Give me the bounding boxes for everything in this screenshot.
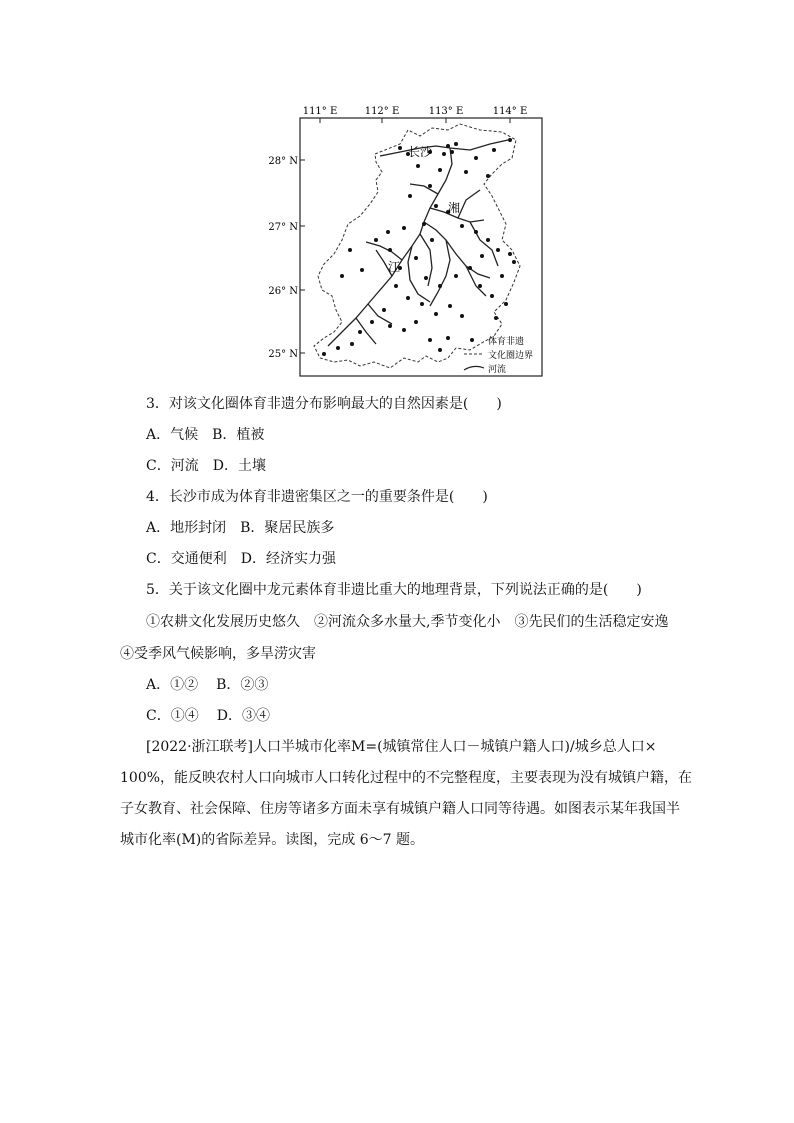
question-3-options-row1 bbox=[146, 425, 264, 445]
question-4-stem: 4．长沙市成为体育非遗密集区之一的重要条件是( ) bbox=[146, 489, 488, 505]
statement-1: ①农耕文化发展历史悠久 bbox=[146, 614, 300, 630]
intro-line-1: [2022·浙江联考]人口半城市化率M=(城镇常住人口－城镇户籍人口)/城乡总人口× bbox=[146, 739, 657, 755]
question-5-statements-row1 bbox=[146, 612, 668, 632]
label-changsha: 长沙 bbox=[407, 145, 432, 159]
question-4-options-row2 bbox=[146, 549, 336, 569]
lat-label: 28° N bbox=[268, 156, 298, 167]
intro-line-2: 100%，能反映农村人口向城市人口转化过程中的不完整程度，主要表现为没有城镇户籍，在 bbox=[120, 770, 693, 786]
legend-dot: 体育非遗 bbox=[488, 337, 525, 347]
option-a[interactable]: A．①② bbox=[146, 677, 199, 693]
lon-label: 111° E bbox=[302, 106, 338, 117]
question-5-stem: 5．关于该文化圈中龙元素体育非遗比重大的地理背景，下列说法正确的是( ) bbox=[146, 582, 642, 598]
lon-label: 113° E bbox=[428, 106, 464, 117]
lon-label: 112° E bbox=[364, 106, 400, 117]
lat-label: 25° N bbox=[268, 349, 298, 360]
question-4-options-row1 bbox=[146, 518, 334, 538]
question-5-statements-row2 bbox=[120, 644, 316, 664]
lat-label: 27° N bbox=[268, 222, 298, 233]
option-c[interactable]: C．交通便利 bbox=[146, 551, 227, 567]
statement-3: ③先民们的生活稳定安逸 bbox=[514, 614, 669, 630]
culture-circle-map bbox=[268, 100, 550, 380]
map-svg bbox=[268, 100, 550, 380]
intro-line-3: 子女教育、社会保障、住房等诸多方面未享有城镇户籍人口同等待遇。如图表示某年我国半 bbox=[120, 801, 680, 817]
option-c[interactable]: C．河流 bbox=[146, 458, 199, 474]
statement-2: ②河流众多水量大,季节变化小 bbox=[314, 614, 501, 630]
intro-line-4: 城市化率(M)的省际差异。读图，完成 6～7 题。 bbox=[120, 832, 424, 848]
option-a[interactable]: A．气候 bbox=[146, 427, 199, 443]
question-5-options-row1 bbox=[146, 675, 268, 695]
option-b[interactable]: B．植被 bbox=[212, 427, 265, 443]
label-jiang: 江 bbox=[388, 260, 401, 274]
option-d[interactable]: D．③④ bbox=[216, 708, 270, 724]
legend-river: 河流 bbox=[488, 365, 507, 375]
option-d[interactable]: D．经济实力强 bbox=[240, 551, 336, 567]
lat-label: 26° N bbox=[268, 286, 298, 297]
question-5-options-row2 bbox=[146, 706, 270, 726]
option-b[interactable]: B．聚居民族多 bbox=[240, 520, 335, 536]
question-3-stem: 3．对该文化圈体育非遗分布影响最大的自然因素是( ) bbox=[146, 396, 502, 412]
legend-border: 文化圈边界 bbox=[488, 351, 534, 361]
option-a[interactable]: A．地形封闭 bbox=[146, 520, 227, 536]
statement-4: ④受季风气候影响，多旱涝灾害 bbox=[120, 646, 316, 662]
option-d[interactable]: D．土壤 bbox=[212, 458, 266, 474]
option-c[interactable]: C．①④ bbox=[146, 708, 199, 724]
question-3-options-row2 bbox=[146, 456, 266, 476]
option-b[interactable]: B．②③ bbox=[216, 677, 269, 693]
lon-label: 114° E bbox=[492, 106, 528, 117]
label-xiang: 湘 bbox=[448, 201, 461, 215]
